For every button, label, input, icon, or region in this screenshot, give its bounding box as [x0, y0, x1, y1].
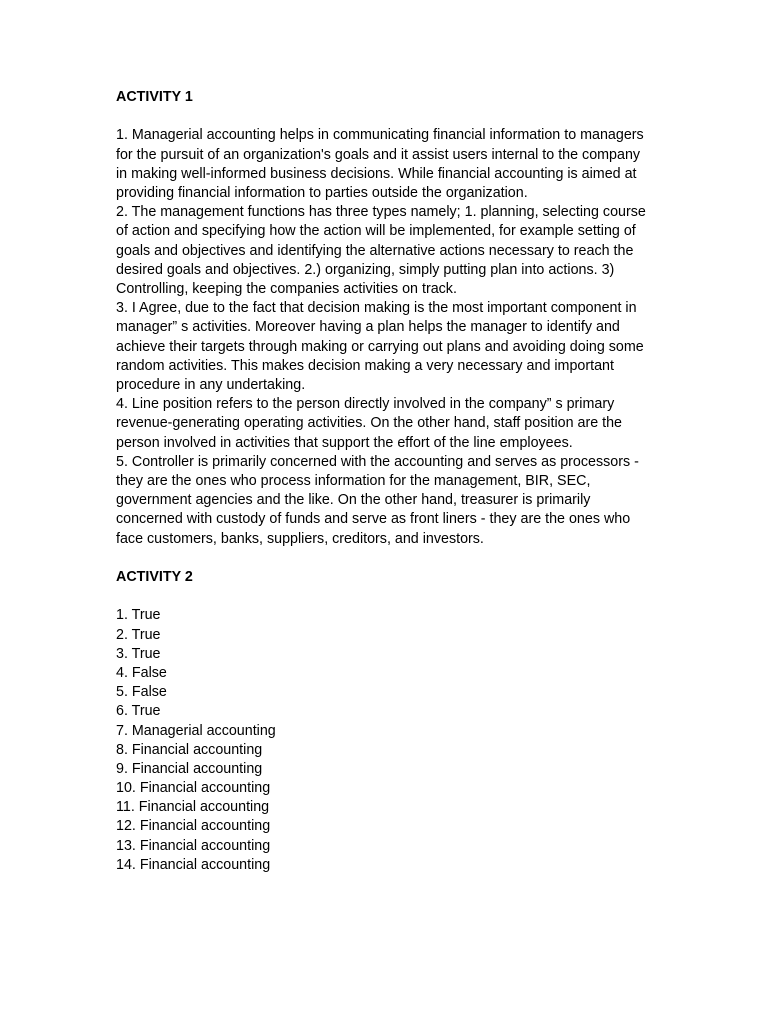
list-item: 13. Financial accounting	[116, 837, 271, 854]
spacer	[116, 549, 652, 568]
list-item: 14. Financial accounting	[116, 856, 271, 873]
list-item: 4. False	[116, 664, 167, 681]
activity-1-answer-2: 2. The management functions has three types namely; 1. planning, selecting course of action and specifying how the action will be implemented, for example setting of goals and objectives and identifying the alternative actions necessary to reach the desired goals and objectives. 2.) organizing, simply putting plan into actions. 3) Controlling, keeping the companies activities on track.	[116, 204, 646, 297]
list-item: 6. True	[116, 703, 161, 720]
spacer	[116, 587, 652, 606]
list-item: 11. Financial accounting	[116, 799, 270, 816]
activity-1-answer-1: 1. Managerial accounting helps in communicating financial information to managers for the pursuit of an organization's goals and it assist users internal to the company in making well-informed business decisions. While financial accounting is aimed at providing financial information to parties outside the organization.	[116, 127, 644, 201]
activity-1-heading: ACTIVITY 1	[116, 89, 193, 105]
activity-1-answer-3: 3. I Agree, due to the fact that decision making is the most important component in manager” s activities. Moreover having a plan helps the manager to identify and achieve their targets through making or carrying out plans and avoiding doing some random activities. This makes decision making a very necessary and important procedure in any undertaking.	[116, 300, 644, 394]
list-item: 7. Managerial accounting	[116, 722, 276, 739]
list-item: 1. True	[116, 607, 161, 624]
list-item: 2. True	[116, 626, 161, 643]
list-item: 9. Financial accounting	[116, 760, 263, 777]
list-item: 8. Financial accounting	[116, 741, 263, 758]
spacer	[116, 107, 652, 126]
list-item: 12. Financial accounting	[116, 818, 271, 835]
activity-2-answer-list	[116, 606, 652, 875]
activity-1-answer-4: 4. Line position refers to the person directly involved in the company” s primary revenue-generating operating activities. On the other hand, staff position are the person involved in activities that support the effort of the line employees.	[116, 396, 623, 451]
document-page	[116, 88, 652, 875]
list-item: 5. False	[116, 684, 167, 701]
activity-1-answer-5: 5. Controller is primarily concerned with the accounting and serves as processors - they are the ones who process information for the management, BIR, SEC, government agencies and the like. On the other hand, treasurer is primarily concerned with custody of funds and serve as front liners - they are the ones who face customers, banks, suppliers, creditors, and investors.	[116, 453, 639, 547]
activity-2-heading: ACTIVITY 2	[116, 569, 193, 586]
list-item: 3. True	[116, 645, 161, 662]
list-item: 10. Financial accounting	[116, 780, 271, 797]
